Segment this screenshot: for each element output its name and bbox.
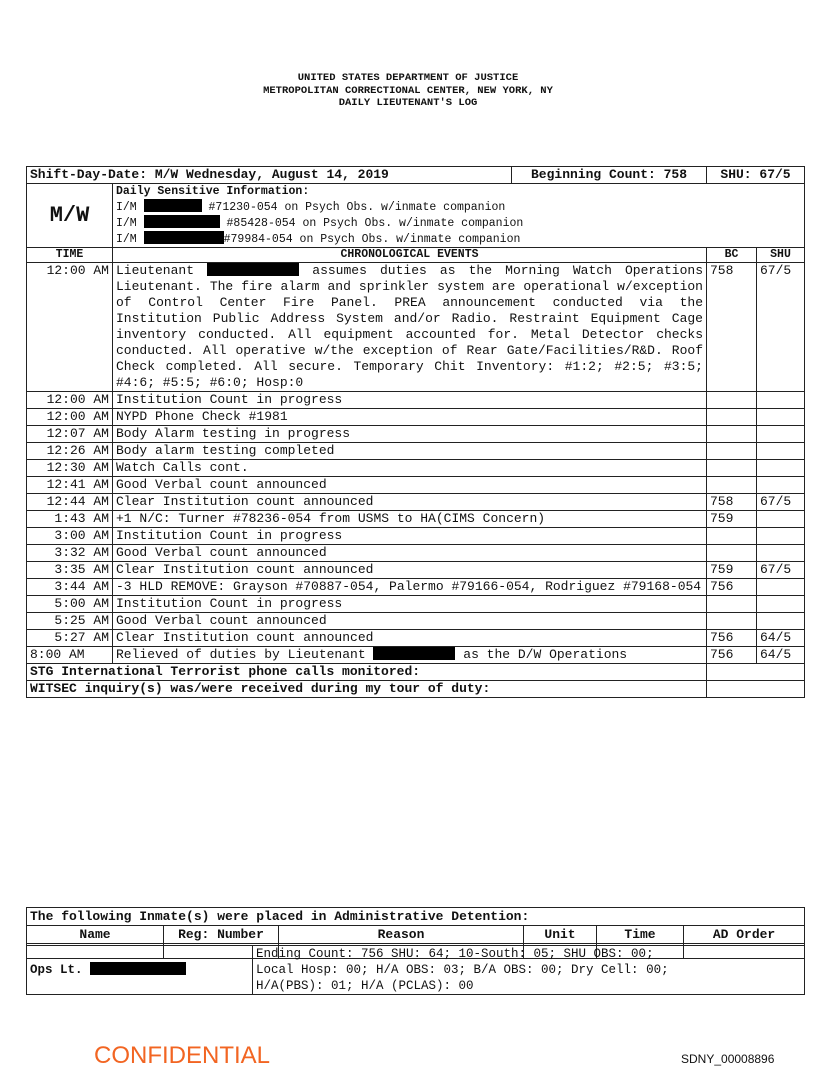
entry-shu: [757, 545, 805, 562]
log-entry: [27, 494, 805, 511]
log-entry: [27, 511, 805, 528]
log-entry: [27, 579, 805, 596]
entry-time: 12:41 AM: [27, 477, 113, 494]
log-entry: [27, 545, 805, 562]
entry-text: Lieutenant assumes duties as the Morning Watch Operations Lieutenant. The fire alarm and sprinkler system are operational w/exception of Control Center Fire Panel. PREA announcement conducted via the Institution Public Address System and/or Radio. Restraint Equipment Cage inventory conducted. All equipment accounted for. Metal Detector checks conducted. All operative w/the exception of Rear Gate/Facilities/R&D. Roof Check completed. All secure. Temporary Chit Inventory: #1:2; #2:5; #3:5; #4:6; #5:5; #6:0; Hosp:0: [113, 263, 707, 392]
redaction-bar: [144, 231, 224, 244]
entry-bc: [707, 409, 757, 426]
admin-col-unit: Unit: [524, 926, 597, 944]
shu-count: SHU: 67/5: [707, 167, 805, 184]
entry-time: 3:00 AM: [27, 528, 113, 545]
ops-lt-signature: Ops Lt.: [27, 946, 253, 995]
entry-text: Good Verbal count announced: [113, 477, 707, 494]
entry-bc: 756: [707, 579, 757, 596]
redaction-bar: [373, 647, 455, 660]
log-entry: [27, 409, 805, 426]
entry-time: 12:26 AM: [27, 443, 113, 460]
bates-number: SDNY_00008896: [681, 1052, 775, 1066]
admin-col-reg: Reg: Number: [164, 926, 279, 944]
entry-bc: [707, 613, 757, 630]
entry-text: Good Verbal count announced: [113, 613, 707, 630]
entry-shu: [757, 460, 805, 477]
admin-note: The following Inmate(s) were placed in Administrative Detention:: [27, 908, 805, 926]
ending-line: Ending Count: 756 SHU: 64; 10-South: 05; SHU OBS: 00;: [256, 947, 654, 961]
entry-text: Relieved of duties by Lieutenant as the D/W Operations: [113, 647, 707, 664]
entry-shu: [757, 613, 805, 630]
redaction-bar: [144, 215, 220, 228]
entry-time: 3:32 AM: [27, 545, 113, 562]
sensitive-line: I/M #85428-054 on Psych Obs. w/inmate companion: [116, 217, 524, 230]
footer-table: [26, 945, 805, 995]
entry-time: 12:00 AM: [27, 392, 113, 409]
entry-text: Clear Institution count announced: [113, 562, 707, 579]
entry-bc: [707, 477, 757, 494]
entry-text: Watch Calls cont.: [113, 460, 707, 477]
entry-text: NYPD Phone Check #1981: [113, 409, 707, 426]
entry-text: Institution Count in progress: [113, 392, 707, 409]
log-entry: [27, 528, 805, 545]
entry-shu: 67/5: [757, 263, 805, 392]
witsec-value: [707, 681, 805, 698]
stg-note: STG International Terrorist phone calls monitored:: [27, 664, 707, 681]
log-entry: [27, 443, 805, 460]
entry-shu: [757, 443, 805, 460]
lieutenant-log-table: [26, 166, 805, 698]
entry-shu: 67/5: [757, 494, 805, 511]
entry-time: 1:43 AM: [27, 511, 113, 528]
entry-bc: 758: [707, 263, 757, 392]
entry-bc: 756: [707, 647, 757, 664]
log-entry: [27, 392, 805, 409]
entry-bc: [707, 545, 757, 562]
column-header-row: [27, 248, 805, 263]
entry-text: Good Verbal count announced: [113, 545, 707, 562]
ending-line: H/A(PBS): 01; H/A (PCLAS): 00: [256, 979, 474, 993]
admin-title-row: [27, 908, 805, 926]
header-log-title: DAILY LIEUTENANT'S LOG: [338, 97, 478, 109]
entry-time: 12:00 AM: [27, 263, 113, 392]
entry-bc: [707, 460, 757, 477]
entry-shu: [757, 426, 805, 443]
admin-col-order: AD Order: [684, 926, 805, 944]
entry-bc: [707, 392, 757, 409]
entry-time: 5:25 AM: [27, 613, 113, 630]
entry-shu: [757, 392, 805, 409]
admin-column-row: [27, 926, 805, 944]
entry-text: +1 N/C: Turner #78236-054 from USMS to HA(CIMS Concern): [113, 511, 707, 528]
col-shu: SHU: [757, 248, 805, 263]
watch-code: M/W: [27, 184, 113, 248]
log-entry: [27, 460, 805, 477]
entry-text: Body alarm testing completed: [113, 443, 707, 460]
entry-shu: [757, 511, 805, 528]
entry-text: Institution Count in progress: [113, 528, 707, 545]
sensitive-title: Daily Sensitive Information:: [116, 185, 310, 198]
admin-col-time: Time: [597, 926, 684, 944]
confidential-stamp: CONFIDENTIAL: [94, 1042, 271, 1069]
witsec-note: WITSEC inquiry(s) was/were received during my tour of duty:: [27, 681, 707, 698]
sensitive-line: I/M #79984-054 on Psych Obs. w/inmate companion: [116, 233, 521, 246]
entry-shu: [757, 528, 805, 545]
entry-bc: [707, 426, 757, 443]
log-entry: [27, 630, 805, 647]
col-time: TIME: [27, 248, 113, 263]
ending-count: [253, 946, 805, 995]
entry-bc: 759: [707, 562, 757, 579]
entry-time: 12:44 AM: [27, 494, 113, 511]
entry-bc: [707, 443, 757, 460]
shift-date: Shift-Day-Date: M/W Wednesday, August 14, 2019: [27, 167, 512, 184]
entry-shu: [757, 579, 805, 596]
entry-text: Clear Institution count announced: [113, 630, 707, 647]
entry-time: 3:35 AM: [27, 562, 113, 579]
beginning-count: Beginning Count: 758: [512, 167, 707, 184]
entry-shu: [757, 409, 805, 426]
header-department: UNITED STATES DEPARTMENT OF JUSTICE: [297, 72, 519, 84]
log-entry: [27, 477, 805, 494]
col-bc: BC: [707, 248, 757, 263]
document-header: [0, 72, 816, 110]
log-entry: [27, 647, 805, 664]
entry-text: Institution Count in progress: [113, 596, 707, 613]
entry-time: 5:00 AM: [27, 596, 113, 613]
sensitive-row: [27, 184, 805, 248]
entry-shu: 64/5: [757, 630, 805, 647]
entry-bc: [707, 596, 757, 613]
stg-row: [27, 664, 805, 681]
entry-shu: 67/5: [757, 562, 805, 579]
entry-shu: [757, 477, 805, 494]
header-facility: METROPOLITAN CORRECTIONAL CENTER, NEW YORK, NY: [263, 84, 553, 97]
entry-time: 12:00 AM: [27, 409, 113, 426]
sensitive-line: I/M #71230-054 on Psych Obs. w/inmate companion: [116, 201, 506, 214]
sensitive-info: [113, 184, 805, 248]
entry-bc: [707, 528, 757, 545]
entry-bc: 758: [707, 494, 757, 511]
entry-time: 5:27 AM: [27, 630, 113, 647]
stg-value: [707, 664, 805, 681]
admin-col-reason: Reason: [279, 926, 524, 944]
entry-time: 12:30 AM: [27, 460, 113, 477]
ending-line: Local Hosp: 00; H/A OBS: 03; B/A OBS: 00; Dry Cell: 00;: [256, 963, 669, 977]
log-entry: [27, 562, 805, 579]
entry-bc: 759: [707, 511, 757, 528]
entry-time: 8:00 AM: [27, 647, 113, 664]
log-entry: [27, 596, 805, 613]
shift-row: [27, 167, 805, 184]
redaction-bar: [90, 962, 186, 975]
log-entry: [27, 426, 805, 443]
entry-shu: [757, 596, 805, 613]
entry-text: -3 HLD REMOVE: Grayson #70887-054, Palermo #79166-054, Rodriguez #79168-054: [113, 579, 707, 596]
entry-time: 3:44 AM: [27, 579, 113, 596]
admin-col-name: Name: [27, 926, 164, 944]
entry-shu: 64/5: [757, 647, 805, 664]
log-entry: [27, 613, 805, 630]
redaction-bar: [144, 199, 202, 212]
log-entry: [27, 263, 805, 392]
entry-text: Clear Institution count announced: [113, 494, 707, 511]
entry-text: Body Alarm testing in progress: [113, 426, 707, 443]
entry-time: 12:07 AM: [27, 426, 113, 443]
col-events: CHRONOLOGICAL EVENTS: [113, 248, 707, 263]
witsec-row: [27, 681, 805, 698]
redaction-bar: [207, 263, 299, 276]
entry-bc: 756: [707, 630, 757, 647]
footer-row: [27, 946, 805, 995]
